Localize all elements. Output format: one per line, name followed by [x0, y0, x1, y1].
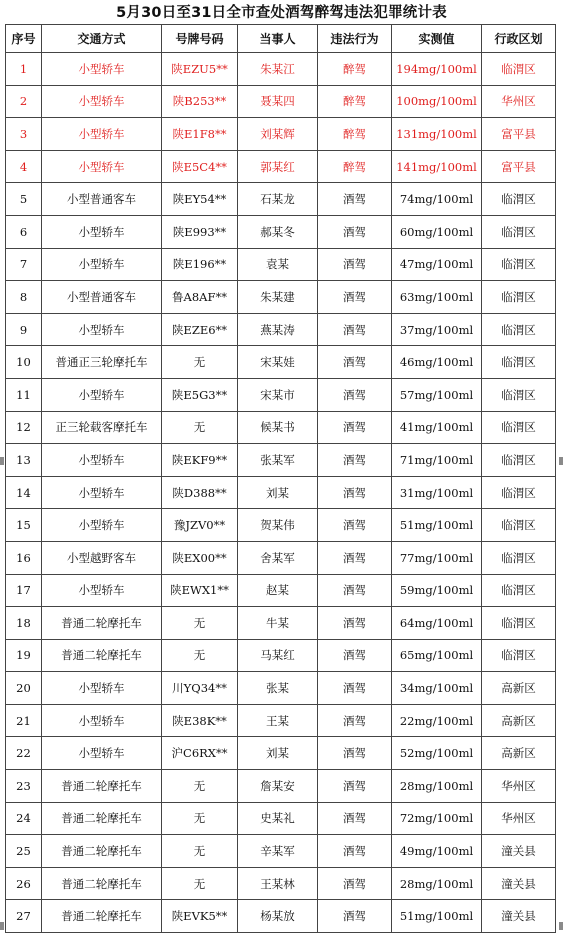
cell-violation: 酒驾: [318, 183, 392, 216]
cell-plate: 陕EX00**: [162, 541, 238, 574]
cell-vehicle: 正三轮载客摩托车: [42, 411, 162, 444]
cell-party: 刘某: [238, 476, 318, 509]
table-row: [6, 672, 556, 705]
cell-plate: 陕E5G3**: [162, 378, 238, 411]
cell-value: 31mg/100ml: [392, 476, 482, 509]
cell-index: 7: [6, 248, 42, 281]
cell-party: 袁某: [238, 248, 318, 281]
cell-district: 富平县: [482, 150, 556, 183]
table-row: [6, 150, 556, 183]
cell-violation: 酒驾: [318, 802, 392, 835]
cell-index: 17: [6, 574, 42, 607]
table-row: [6, 509, 556, 542]
cell-index: 27: [6, 900, 42, 933]
cell-index: 23: [6, 770, 42, 803]
cell-party: 石某龙: [238, 183, 318, 216]
cell-violation: 酒驾: [318, 574, 392, 607]
column-header-district: 行政区划: [482, 25, 556, 53]
cell-violation: 酒驾: [318, 248, 392, 281]
cell-index: 26: [6, 867, 42, 900]
column-header-party: 当事人: [238, 25, 318, 53]
cell-party: 宋某市: [238, 378, 318, 411]
cell-plate: 陕EZE6**: [162, 313, 238, 346]
cell-value: 57mg/100ml: [392, 378, 482, 411]
cell-plate: 无: [162, 346, 238, 379]
cell-value: 71mg/100ml: [392, 444, 482, 477]
cell-index: 11: [6, 378, 42, 411]
cell-vehicle: 普通二轮摩托车: [42, 607, 162, 640]
column-header-violation: 违法行为: [318, 25, 392, 53]
cell-index: 18: [6, 607, 42, 640]
table-row: [6, 900, 556, 933]
table-body: [6, 53, 556, 933]
cell-violation: 酒驾: [318, 411, 392, 444]
cell-district: 临渭区: [482, 183, 556, 216]
cell-district: 临渭区: [482, 281, 556, 314]
cell-party: 张某: [238, 672, 318, 705]
table-row: [6, 607, 556, 640]
cell-index: 1: [6, 53, 42, 86]
cell-party: 郝某冬: [238, 215, 318, 248]
cell-value: 28mg/100ml: [392, 770, 482, 803]
cell-violation: 酒驾: [318, 737, 392, 770]
cell-district: 临渭区: [482, 476, 556, 509]
cell-district: 临渭区: [482, 215, 556, 248]
cell-party: 候某书: [238, 411, 318, 444]
cell-violation: 酒驾: [318, 476, 392, 509]
cell-value: 59mg/100ml: [392, 574, 482, 607]
table-row: [6, 183, 556, 216]
cell-violation: 酒驾: [318, 444, 392, 477]
cell-index: 21: [6, 704, 42, 737]
cell-vehicle: 小型轿车: [42, 53, 162, 86]
table-row: [6, 704, 556, 737]
table-row: [6, 411, 556, 444]
selection-handle-left[interactable]: [0, 457, 4, 465]
cell-value: 37mg/100ml: [392, 313, 482, 346]
cell-value: 65mg/100ml: [392, 639, 482, 672]
cell-value: 41mg/100ml: [392, 411, 482, 444]
cell-value: 51mg/100ml: [392, 509, 482, 542]
cell-index: 14: [6, 476, 42, 509]
table-row: [6, 215, 556, 248]
table-row: [6, 444, 556, 477]
cell-plate: 陕E1F8**: [162, 118, 238, 151]
cell-district: 临渭区: [482, 444, 556, 477]
column-header-plate: 号牌号码: [162, 25, 238, 53]
cell-vehicle: 小型轿车: [42, 444, 162, 477]
table-header-row: [6, 25, 556, 53]
cell-district: 临渭区: [482, 574, 556, 607]
cell-district: 临渭区: [482, 541, 556, 574]
cell-violation: 醉驾: [318, 85, 392, 118]
table-row: [6, 378, 556, 411]
cell-plate: 陕EKF9**: [162, 444, 238, 477]
selection-handle-right[interactable]: [559, 457, 563, 465]
cell-plate: 无: [162, 835, 238, 868]
table-row: [6, 737, 556, 770]
cell-party: 刘某: [238, 737, 318, 770]
cell-plate: 川YQ34**: [162, 672, 238, 705]
cell-district: 华州区: [482, 770, 556, 803]
cell-vehicle: 小型轿车: [42, 313, 162, 346]
cell-district: 高新区: [482, 704, 556, 737]
cell-violation: 酒驾: [318, 313, 392, 346]
cell-index: 2: [6, 85, 42, 118]
cell-violation: 酒驾: [318, 346, 392, 379]
cell-vehicle: 小型轿车: [42, 150, 162, 183]
cell-index: 6: [6, 215, 42, 248]
cell-plate: 无: [162, 867, 238, 900]
cell-plate: 陕EVK5**: [162, 900, 238, 933]
cell-value: 22mg/100ml: [392, 704, 482, 737]
cell-district: 临渭区: [482, 411, 556, 444]
cell-district: 临渭区: [482, 53, 556, 86]
cell-value: 77mg/100ml: [392, 541, 482, 574]
cell-vehicle: 小型轿车: [42, 248, 162, 281]
selection-handle-bottom-right[interactable]: [559, 922, 563, 930]
cell-index: 24: [6, 802, 42, 835]
cell-violation: 酒驾: [318, 281, 392, 314]
cell-district: 临渭区: [482, 378, 556, 411]
cell-plate: 陕E5C4**: [162, 150, 238, 183]
cell-party: 张某军: [238, 444, 318, 477]
cell-value: 46mg/100ml: [392, 346, 482, 379]
cell-violation: 酒驾: [318, 900, 392, 933]
cell-vehicle: 普通二轮摩托车: [42, 802, 162, 835]
table-row: [6, 118, 556, 151]
table-row: [6, 53, 556, 86]
cell-vehicle: 小型普通客车: [42, 281, 162, 314]
cell-index: 9: [6, 313, 42, 346]
cell-value: 60mg/100ml: [392, 215, 482, 248]
cell-index: 12: [6, 411, 42, 444]
cell-violation: 酒驾: [318, 607, 392, 640]
table-row: [6, 770, 556, 803]
cell-violation: 酒驾: [318, 770, 392, 803]
table-row: [6, 346, 556, 379]
cell-plate: 无: [162, 639, 238, 672]
selection-handle-bottom-left[interactable]: [0, 922, 4, 930]
table-row: [6, 541, 556, 574]
cell-plate: 鲁A8AF**: [162, 281, 238, 314]
cell-violation: 酒驾: [318, 672, 392, 705]
cell-party: 王某: [238, 704, 318, 737]
table-row: [6, 639, 556, 672]
cell-violation: 酒驾: [318, 835, 392, 868]
cell-value: 141mg/100ml: [392, 150, 482, 183]
cell-plate: 陕E38K**: [162, 704, 238, 737]
table-row: [6, 867, 556, 900]
cell-party: 朱某建: [238, 281, 318, 314]
cell-party: 贺某伟: [238, 509, 318, 542]
cell-index: 22: [6, 737, 42, 770]
cell-party: 王某林: [238, 867, 318, 900]
cell-district: 临渭区: [482, 346, 556, 379]
column-header-value: 实测值: [392, 25, 482, 53]
cell-violation: 酒驾: [318, 378, 392, 411]
cell-index: 15: [6, 509, 42, 542]
cell-plate: 陕E993**: [162, 215, 238, 248]
cell-vehicle: 普通二轮摩托车: [42, 770, 162, 803]
cell-violation: 酒驾: [318, 704, 392, 737]
cell-plate: 陕E196**: [162, 248, 238, 281]
cell-vehicle: 小型轿车: [42, 85, 162, 118]
cell-index: 3: [6, 118, 42, 151]
table-row: [6, 835, 556, 868]
table-row: [6, 574, 556, 607]
cell-district: 潼关县: [482, 867, 556, 900]
cell-vehicle: 小型轿车: [42, 737, 162, 770]
cell-party: 朱某江: [238, 53, 318, 86]
cell-plate: 陕EY54**: [162, 183, 238, 216]
cell-party: 宋某娃: [238, 346, 318, 379]
cell-vehicle: 小型轿车: [42, 215, 162, 248]
cell-district: 富平县: [482, 118, 556, 151]
cell-plate: 陕B253**: [162, 85, 238, 118]
cell-district: 高新区: [482, 672, 556, 705]
cell-plate: 豫JZV0**: [162, 509, 238, 542]
cell-value: 34mg/100ml: [392, 672, 482, 705]
cell-plate: 无: [162, 802, 238, 835]
cell-value: 64mg/100ml: [392, 607, 482, 640]
cell-violation: 醉驾: [318, 53, 392, 86]
cell-party: 赵某: [238, 574, 318, 607]
cell-district: 华州区: [482, 802, 556, 835]
cell-vehicle: 小型越野客车: [42, 541, 162, 574]
cell-value: 194mg/100ml: [392, 53, 482, 86]
table-row: [6, 248, 556, 281]
cell-violation: 酒驾: [318, 541, 392, 574]
cell-party: 刘某辉: [238, 118, 318, 151]
cell-index: 16: [6, 541, 42, 574]
cell-party: 郭某红: [238, 150, 318, 183]
cell-plate: 无: [162, 770, 238, 803]
column-header-index: 序号: [6, 25, 42, 53]
cell-district: 潼关县: [482, 835, 556, 868]
cell-vehicle: 小型轿车: [42, 476, 162, 509]
cell-value: 100mg/100ml: [392, 85, 482, 118]
cell-index: 8: [6, 281, 42, 314]
cell-party: 杨某放: [238, 900, 318, 933]
cell-violation: 酒驾: [318, 509, 392, 542]
cell-district: 临渭区: [482, 607, 556, 640]
table-row: [6, 476, 556, 509]
cell-violation: 酒驾: [318, 215, 392, 248]
cell-vehicle: 小型轿车: [42, 509, 162, 542]
cell-plate: 陕EWX1**: [162, 574, 238, 607]
cell-plate: 无: [162, 607, 238, 640]
cell-party: 史某礼: [238, 802, 318, 835]
cell-value: 72mg/100ml: [392, 802, 482, 835]
cell-vehicle: 普通二轮摩托车: [42, 639, 162, 672]
cell-vehicle: 小型轿车: [42, 118, 162, 151]
cell-district: 高新区: [482, 737, 556, 770]
cell-vehicle: 普通二轮摩托车: [42, 835, 162, 868]
cell-value: 51mg/100ml: [392, 900, 482, 933]
column-header-vehicle: 交通方式: [42, 25, 162, 53]
cell-party: 燕某涛: [238, 313, 318, 346]
cell-district: 临渭区: [482, 313, 556, 346]
cell-violation: 酒驾: [318, 867, 392, 900]
cell-value: 74mg/100ml: [392, 183, 482, 216]
cell-value: 28mg/100ml: [392, 867, 482, 900]
cell-vehicle: 小型轿车: [42, 672, 162, 705]
cell-index: 5: [6, 183, 42, 216]
cell-plate: 沪C6RX**: [162, 737, 238, 770]
cell-index: 20: [6, 672, 42, 705]
cell-district: 华州区: [482, 85, 556, 118]
cell-value: 52mg/100ml: [392, 737, 482, 770]
cell-party: 牛某: [238, 607, 318, 640]
cell-vehicle: 普通正三轮摩托车: [42, 346, 162, 379]
cell-vehicle: 普通二轮摩托车: [42, 867, 162, 900]
cell-index: 4: [6, 150, 42, 183]
cell-district: 潼关县: [482, 900, 556, 933]
cell-vehicle: 小型轿车: [42, 378, 162, 411]
cell-index: 13: [6, 444, 42, 477]
cell-index: 10: [6, 346, 42, 379]
cell-party: 詹某安: [238, 770, 318, 803]
cell-district: 临渭区: [482, 509, 556, 542]
cell-party: 马某红: [238, 639, 318, 672]
cell-district: 临渭区: [482, 248, 556, 281]
cell-violation: 醉驾: [318, 118, 392, 151]
cell-violation: 醉驾: [318, 150, 392, 183]
table-row: [6, 313, 556, 346]
table-row: [6, 802, 556, 835]
cell-index: 25: [6, 835, 42, 868]
cell-plate: 陕D388**: [162, 476, 238, 509]
cell-district: 临渭区: [482, 639, 556, 672]
cell-vehicle: 普通二轮摩托车: [42, 900, 162, 933]
cell-plate: 无: [162, 411, 238, 444]
cell-vehicle: 小型轿车: [42, 704, 162, 737]
cell-violation: 酒驾: [318, 639, 392, 672]
statistics-table: [5, 24, 556, 933]
cell-plate: 陕EZU5**: [162, 53, 238, 86]
page-title: 5月30日至31日全市查处酒驾醉驾违法犯罪统计表: [116, 5, 447, 21]
table-row: [6, 85, 556, 118]
cell-vehicle: 小型轿车: [42, 574, 162, 607]
cell-value: 49mg/100ml: [392, 835, 482, 868]
cell-value: 131mg/100ml: [392, 118, 482, 151]
cell-party: 聂某四: [238, 85, 318, 118]
cell-party: 辛某军: [238, 835, 318, 868]
table-row: [6, 281, 556, 314]
cell-value: 63mg/100ml: [392, 281, 482, 314]
cell-index: 19: [6, 639, 42, 672]
cell-vehicle: 小型普通客车: [42, 183, 162, 216]
cell-value: 47mg/100ml: [392, 248, 482, 281]
cell-party: 舍某军: [238, 541, 318, 574]
